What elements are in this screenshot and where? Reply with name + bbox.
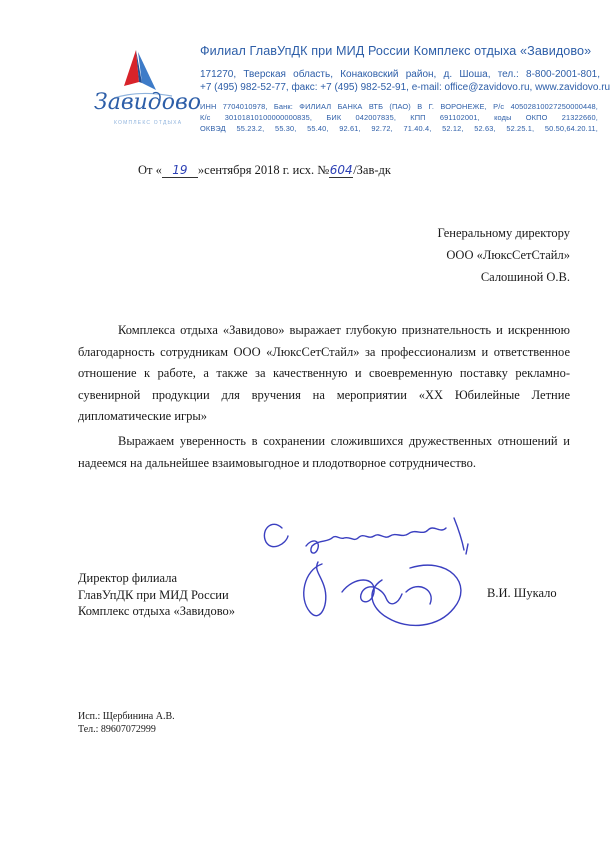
address-line-1: 171270, Тверская область, Конаковский район, д. Шоша, тел.: 8-800-2001-801, <box>200 69 600 80</box>
reference-line <box>138 163 391 178</box>
requisites-line-2: К/с 30101810100000000835, БИК 042007835, КПП 691102001, коды ОКПО 21322660, <box>200 113 598 122</box>
executor-block <box>78 710 175 736</box>
ref-middle: »сентября 2018 г. исх. № <box>197 163 330 177</box>
executor-name: Исп.: Щербинина А.В. <box>78 711 175 722</box>
executor-phone: Тел.: 89607072999 <box>78 724 156 735</box>
addressee-block <box>437 222 570 288</box>
requisites-line-1: ИНН 7704010978, Банк: ФИЛИАЛ БАНКА ВТБ (ПАО) В Г. ВОРОНЕЖЕ, Р/с 40502810027250000448, <box>200 102 598 111</box>
signatory-name: В.И. Шукало <box>487 586 557 600</box>
ref-prefix: От « <box>138 163 162 177</box>
ref-number: 604 <box>329 163 353 177</box>
signatory-position: Директор филиала <box>78 571 178 585</box>
signatory-department: ГлавУпДК при МИД России <box>78 587 229 602</box>
letter-body <box>78 320 570 474</box>
logo-wordmark: Завидово <box>94 90 202 115</box>
addressee-company: ООО «ЛюксСетСтайл» <box>446 248 570 262</box>
signatory-block <box>78 570 235 620</box>
body-paragraph-2: Выражаем уверенность в сохранении сложившихся дружественных отношений и надеемся на дальнейшее взаимовыгодное и плодотворное сотрудничество. <box>78 433 570 470</box>
requisites-line-3: ОКВЭД 55.23.2, 55.30, 55.40, 92.61, 92.72, 71.40.4, 52.12, 52.63, 52.25.1, 50.50,64.20.11, <box>200 124 598 133</box>
ref-day: 19 <box>162 163 198 178</box>
ref-suffix: /Зав-дк <box>353 163 391 177</box>
logo-subtext: КОМПЛЕКС ОТДЫХА <box>114 120 183 126</box>
signatory-organization: Комплекс отдыха «Завидово» <box>78 604 236 618</box>
addressee-position: Генеральному директору <box>437 226 570 240</box>
address-line-2: +7 (495) 982-52-77, факс: +7 (495) 982-52-91, e-mail: office@zavidovo.ru, www.zavidovo.ru <box>200 82 610 93</box>
body-paragraph-1: Комплекса отдыха «Завидово» выражает глубокую признательность и искреннюю благодарность сотрудникам ООО «ЛюксСетСтайл» за профессионализм и ответственное отношение к работе, а также за качественную и своевременную поставку рекламно-сувенирной продукции для вручения на мероприятии «XX Юбилейные Летние дипломатические игры» <box>78 323 570 424</box>
addressee-name: Салошиной О.В. <box>480 270 570 284</box>
handwritten-signature <box>258 500 488 650</box>
org-title: Филиал ГлавУпДК при МИД России Комплекс отдыха «Завидово» <box>200 44 592 58</box>
zavidovo-logo <box>84 46 202 138</box>
